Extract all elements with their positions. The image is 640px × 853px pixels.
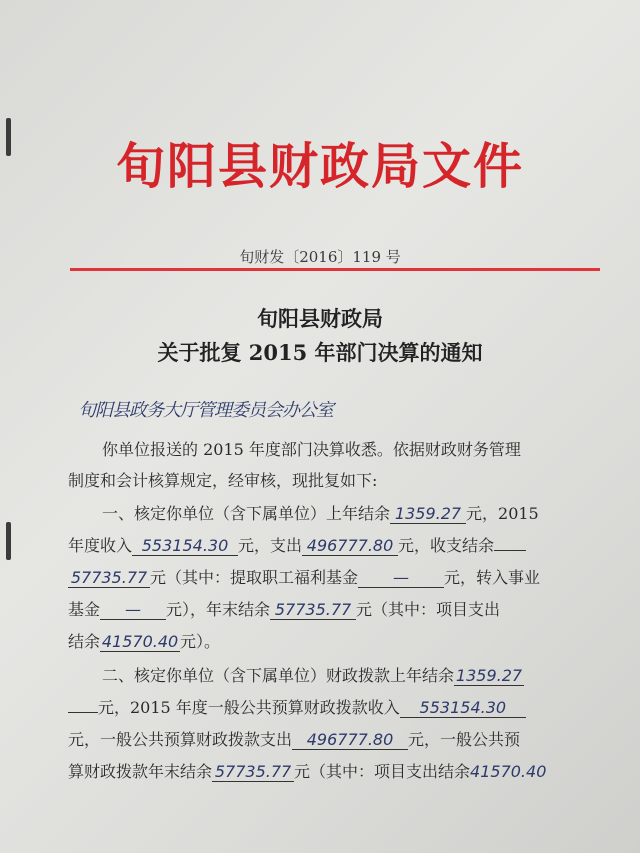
body-line-6 <box>68 597 500 620</box>
binding-hole-bottom <box>6 522 11 560</box>
field-career-fund: — <box>100 601 166 620</box>
recipient-handwritten: 旬阳县政务大厅管理委员会办公室 <box>78 400 333 421</box>
body-text: 元，一般公共预算财政拨款支出 <box>68 730 293 749</box>
body-text: 结余 <box>68 632 101 651</box>
body-line-2 <box>68 468 377 491</box>
red-divider-line <box>70 268 600 271</box>
body-line-10 <box>68 727 520 750</box>
field-fiscal-prior-balance: 1359.27 <box>455 666 523 685</box>
body-line-1 <box>102 437 521 460</box>
body-text: 二、核定你单位（含下属单位）财政拨款上年结余 <box>102 666 455 685</box>
notice-title-line2: 关于批复 2015 年部门决算的通知 <box>157 340 483 365</box>
body-text: 元，一般公共预 <box>408 730 521 749</box>
field-year-end-balance: 57735.77 <box>270 601 356 620</box>
body-line-5 <box>68 565 540 588</box>
field-fiscal-project-balance: 41570.40 <box>470 762 547 781</box>
field-welfare-fund: — <box>358 569 444 588</box>
body-line-3 <box>102 501 539 524</box>
field-fiscal-income: 553154.30 <box>400 699 526 718</box>
notice-title-line1: 旬阳县财政局 <box>257 306 383 331</box>
field-blank-end <box>494 550 526 551</box>
body-text: 元（其中：项目支出 <box>356 600 501 619</box>
body-text: 元（其中：项目支出结余 <box>294 762 471 781</box>
body-text: 元，支出 <box>238 536 303 555</box>
body-text: 元，转入事业 <box>444 568 541 587</box>
body-text: 年度收入 <box>68 536 133 555</box>
field-annual-income: 553154.30 <box>132 537 238 556</box>
body-text: 元）。 <box>180 632 221 651</box>
body-text: 元），年末结余 <box>166 600 271 619</box>
body-line-11 <box>68 759 547 782</box>
body-text: 元，2015 年度一般公共预算财政拨款收入 <box>98 698 400 717</box>
field-fiscal-expenditure: 496777.80 <box>292 731 408 750</box>
field-balance: 57735.77 <box>68 569 150 588</box>
body-text: 一、核定你单位（含下属单位）上年结余 <box>102 504 391 523</box>
body-line-4 <box>68 533 526 556</box>
field-prior-year-balance: 1359.27 <box>390 505 466 524</box>
field-expenditure: 496777.80 <box>302 537 398 556</box>
body-text: 基金 <box>68 600 101 619</box>
body-line-7 <box>68 629 220 652</box>
body-line-8 <box>102 663 524 686</box>
field-fiscal-year-end: 57735.77 <box>212 763 294 782</box>
body-text: 元（其中：提取职工福利基金 <box>150 568 359 587</box>
body-text: 你单位报送的 2015 年度部门决算收悉。依据财政财务管理 <box>102 440 521 459</box>
body-text: 制度和会计核算规定，经审核，现批复如下: <box>68 471 378 490</box>
body-line-9 <box>68 695 526 718</box>
body-text: 元，2015 <box>466 504 539 523</box>
document-number: 旬财发〔2016〕119 号 <box>239 248 401 266</box>
field-blank-start <box>68 712 98 713</box>
field-project-balance: 41570.40 <box>101 632 179 651</box>
document-title: 旬阳县财政局文件 <box>115 137 524 195</box>
body-text: 元，收支结余 <box>398 536 495 555</box>
body-text: 算财政拨款年末结余 <box>68 762 213 781</box>
